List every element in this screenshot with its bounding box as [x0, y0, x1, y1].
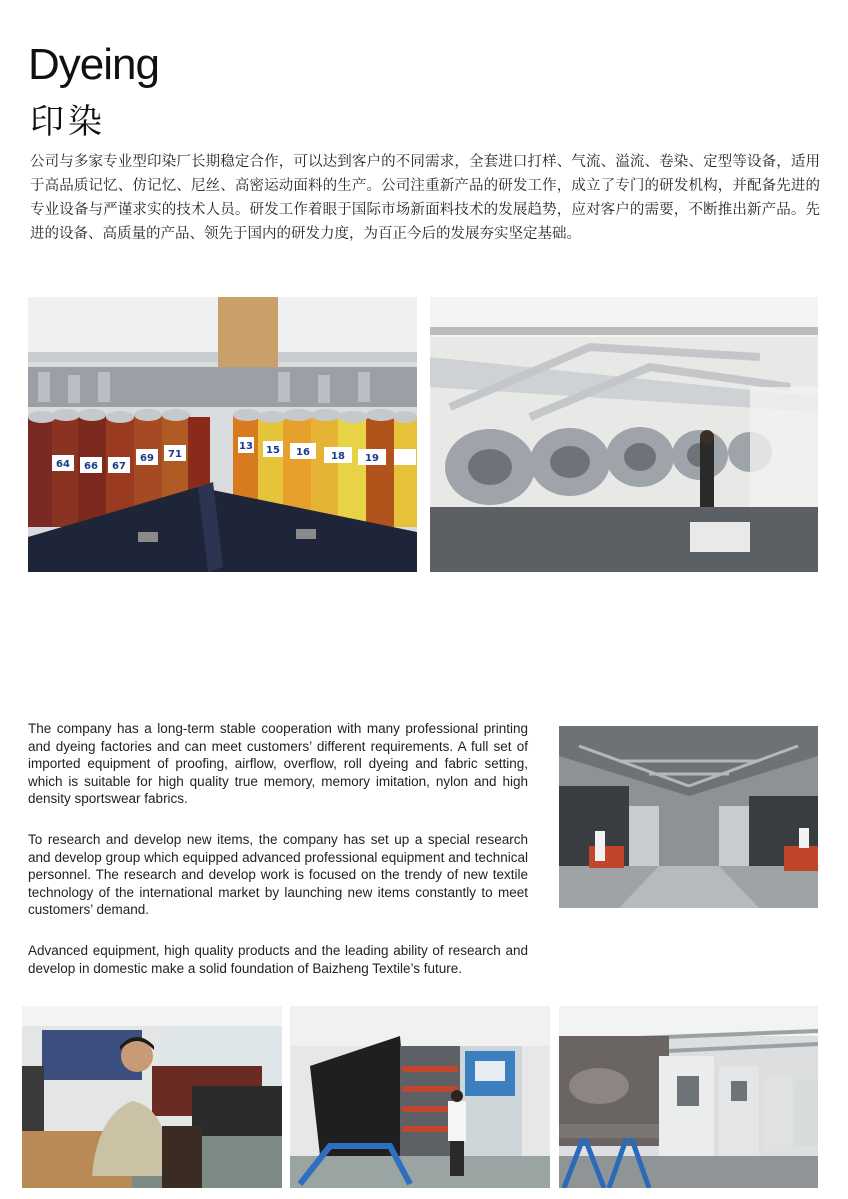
bottle-label: 18	[331, 451, 345, 462]
paragraph-foundation: Advanced equipment, high quality products and the leading ability of research and develop in domestic make a solid foundation of Baizheng Textile’s future.	[28, 943, 528, 976]
bottle-label: 66	[84, 461, 98, 472]
lab-dye-samples-photo	[28, 297, 417, 572]
bottle-label: 19	[365, 453, 379, 464]
paragraph-cooperation: The company has a long-term stable cooperation with many professional printing and dyeing factories and can meet customers’ different requirements. A full set of imported equipment of proofing, airflow, overflow, roll dyeing and fabric setting, which is suitable for high quality true memory, memory imitation, nylon and high density sportswear fabrics.	[28, 721, 528, 807]
page-title: Dyeing	[28, 40, 159, 89]
fabric-inspection-machine-photo	[290, 1006, 550, 1188]
factory-hall-photo	[559, 726, 818, 908]
bottle-label: 64	[56, 459, 70, 470]
bottle-label: 71	[168, 449, 182, 460]
bottle-label: 69	[140, 453, 154, 464]
paragraph-research: To research and develop new items, the company has set up a special research and develop group which equipped advanced professional equipment and technical personnel. The research and develop work is focused on the trendy of new textile technology of the international market by launching new items constantly to meet customers’ demand.	[28, 832, 528, 918]
intro-paragraph-chinese: 公司与多家专业型印染厂长期稳定合作，可以达到客户的不同需求，全套进口打样、气流、溢流、卷染、定型等设备，适用于高品质记忆、仿记忆、尼丝、高密运动面料的生产。公司注重新产品的研发工作，成立了专门的研发机构，并配备先进的专业设备与严谨求实的技术人员。研发工作着眼于国际市场新面料技术的发展趋势，应对客户的需要，不断推出新产品。先进的设备、高质量的产品、领先于国内的研发力度，为百正今后的发展夯实坚定基础。	[30, 154, 820, 242]
dyeing-machines-photo	[430, 297, 818, 572]
technician-office-photo	[22, 1006, 282, 1188]
bottle-label: 15	[266, 445, 280, 456]
bottle-label: 16	[296, 447, 310, 458]
bottle-label: 13	[239, 441, 253, 452]
stenter-machine-line-photo	[559, 1006, 818, 1188]
page-title-chinese: 印染	[30, 102, 106, 142]
bottle-label: 67	[112, 461, 126, 472]
